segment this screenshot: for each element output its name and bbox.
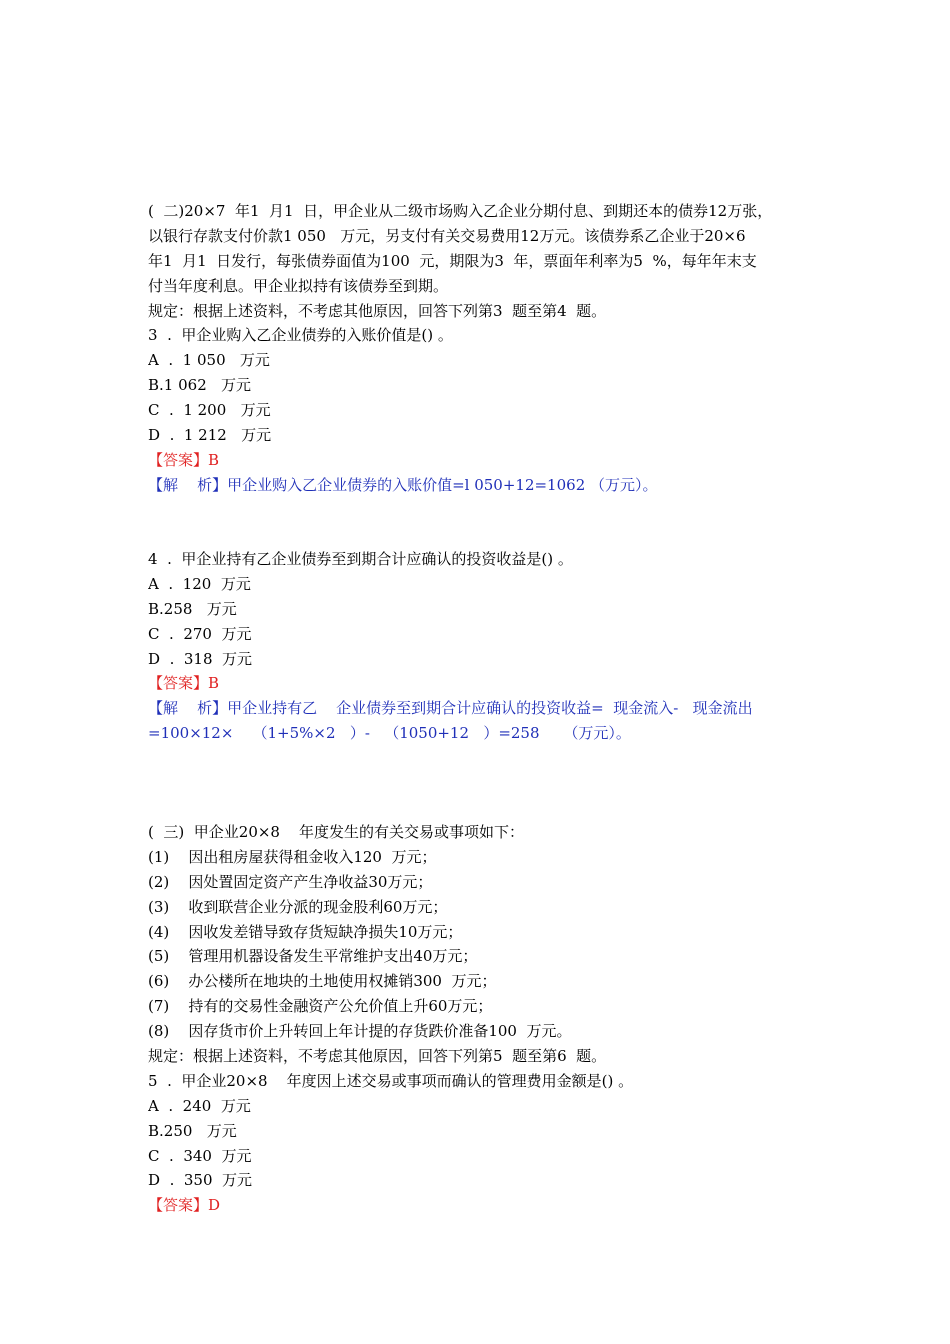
question-5-option-a: A . 240 万元 bbox=[148, 1096, 251, 1115]
section-3-instruction: 规定：根据上述资料，不考虑其他原因，回答下列第5 题至第6 题。 bbox=[148, 1047, 607, 1066]
section-2-intro-line: 付当年度利息。甲企业拟持有该债券至到期。 bbox=[148, 276, 449, 295]
section-3-item: (1) 因出租房屋获得租金收入120 万元； bbox=[148, 847, 437, 866]
question-4-answer: 【答案】B bbox=[148, 674, 220, 693]
section-3-item: (7) 持有的交易性金融资产公允价值上升60万元； bbox=[148, 997, 493, 1016]
question-5-answer: 【答案】D bbox=[148, 1196, 221, 1215]
section-3-item: (5) 管理用机器设备发生平常维护支出40万元； bbox=[148, 947, 478, 966]
question-4-option-a: A . 120 万元 bbox=[148, 574, 251, 593]
section-2-intro-line: 年1 月1 日发行，每张债券面值为100 元，期限为3 年，票面年利率为5 %，每年年末支 bbox=[148, 251, 757, 270]
section-3-item: (2) 因处置固定资产产生净收益30万元； bbox=[148, 872, 433, 891]
section-2-instruction: 规定：根据上述资料，不考虑其他原因，回答下列第3 题至第4 题。 bbox=[148, 301, 607, 320]
question-3-text: 3 . 甲企业购入乙企业债券的入账价值是() 。 bbox=[148, 326, 453, 345]
question-3-option-a: A . 1 050 万元 bbox=[148, 351, 270, 370]
question-4 bbox=[148, 547, 828, 746]
question-3-option-d: D . 1 212 万元 bbox=[148, 426, 272, 445]
section-2-intro-line: ( 二)20×7 年1 月1 日，甲企业从二级市场购入乙企业分期付息、到期还本的债券12万张， bbox=[148, 202, 773, 220]
question-3-option-b: B.1 062 万元 bbox=[148, 376, 252, 395]
section-3-item: (6) 办公楼所在地块的土地使用权摊销300 万元； bbox=[148, 972, 497, 991]
section-2 bbox=[148, 199, 828, 498]
section-3-item: (8) 因存货市价上升转回上年计提的存货跌价准备100 万元。 bbox=[148, 1022, 572, 1041]
question-4-option-d: D . 318 万元 bbox=[148, 649, 253, 668]
question-4-analysis: =100×12× （1+5%×2 ）- （1050+12 ）=258 （万元）。 bbox=[148, 724, 631, 743]
question-3-answer: 【答案】B bbox=[148, 450, 220, 469]
question-5-option-c: C . 340 万元 bbox=[148, 1146, 252, 1165]
section-3 bbox=[148, 820, 828, 1218]
section-3-intro-line: ( 三) 甲企业20×8 年度发生的有关交易或事项如下： bbox=[148, 823, 525, 841]
section-3-item: (4) 因收发差错导致存货短缺净损失10万元； bbox=[148, 922, 463, 941]
question-4-option-c: C . 270 万元 bbox=[148, 624, 252, 643]
section-3-item: (3) 收到联营企业分派的现金股利60万元； bbox=[148, 897, 448, 916]
question-3-analysis: 【解 析】甲企业购入乙企业债券的入账价值=l 050+12=1062 （万元）。 bbox=[148, 475, 658, 494]
question-4-analysis: 【解 析】甲企业持有乙 企业债券至到期合计应确认的投资收益= 现金流入- 现金流出 bbox=[148, 699, 753, 718]
section-2-intro-line: 以银行存款支付价款1 050 万元，另支付有关交易费用12万元。该债券系乙企业于20×6 bbox=[148, 226, 746, 245]
question-4-text: 4 . 甲企业持有乙企业债券至到期合计应确认的投资收益是() 。 bbox=[148, 550, 573, 568]
question-5-option-d: D . 350 万元 bbox=[148, 1171, 253, 1190]
question-5-option-b: B.250 万元 bbox=[148, 1121, 237, 1140]
question-3-option-c: C . 1 200 万元 bbox=[148, 401, 271, 420]
question-5-text: 5 . 甲企业20×8 年度因上述交易或事项而确认的管理费用金额是() 。 bbox=[148, 1071, 634, 1090]
question-4-option-b: B.258 万元 bbox=[148, 599, 237, 618]
